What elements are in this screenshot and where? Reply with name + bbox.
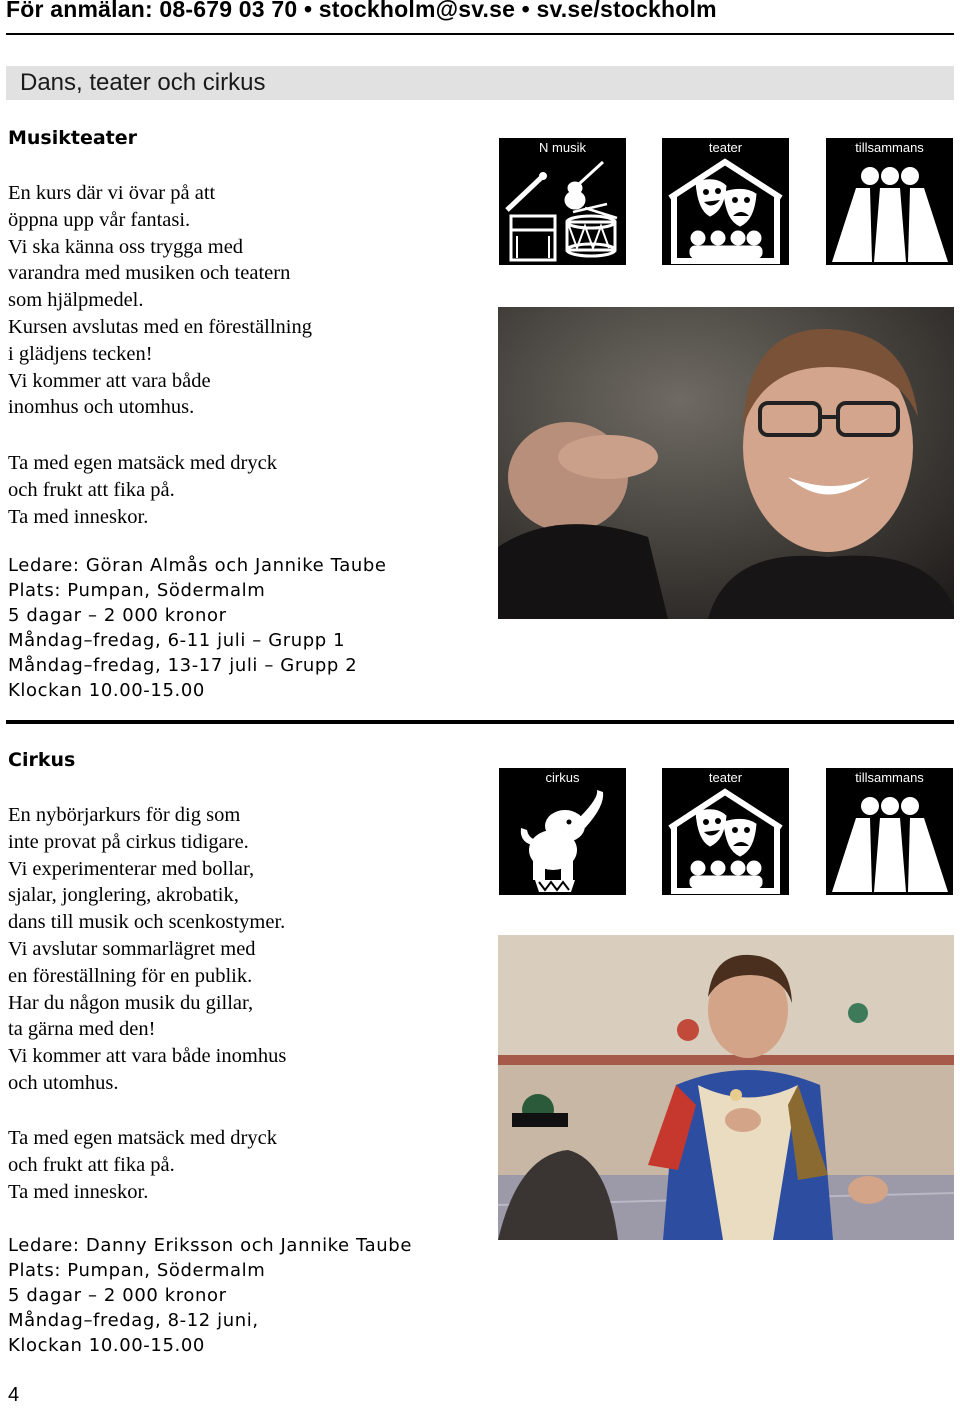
circus-icon-box bbox=[499, 768, 626, 895]
detail-line: Plats: Pumpan, Södermalm bbox=[8, 580, 266, 601]
text-line: sjalar, jonglering, akrobatik, bbox=[8, 884, 239, 907]
musikteater-description bbox=[8, 180, 478, 421]
musikteater-photo bbox=[498, 307, 954, 619]
icon-label: cirkus bbox=[545, 770, 580, 785]
detail-line: 5 dagar – 2 000 kronor bbox=[8, 1285, 227, 1306]
detail-line: Måndag–fredag, 6-11 juli – Grupp 1 bbox=[8, 630, 346, 651]
text-line: Vi avslutar sommarlägret med bbox=[8, 937, 256, 960]
cirkus-description bbox=[8, 802, 478, 1097]
detail-line: Klockan 10.00-15.00 bbox=[8, 1335, 205, 1356]
icon-label: tillsammans bbox=[855, 770, 924, 785]
musikteater-details bbox=[8, 553, 478, 703]
text-line: varandra med musiken och teatern bbox=[8, 262, 291, 285]
detail-line: Plats: Pumpan, Södermalm bbox=[8, 1260, 266, 1281]
text-line: öppna upp vår fantasi. bbox=[8, 208, 191, 231]
music-icon-box bbox=[499, 138, 626, 265]
text-line: och frukt att fika på. bbox=[8, 1153, 175, 1176]
detail-line: Måndag–fredag, 8-12 juni, bbox=[8, 1310, 259, 1331]
cirkus-details bbox=[8, 1233, 478, 1358]
together-icon-box bbox=[826, 138, 953, 265]
text-line: Vi ska känna oss trygga med bbox=[8, 235, 244, 258]
theater-icon-box bbox=[662, 768, 789, 895]
detail-line: Ledare: Danny Eriksson och Jannike Taube bbox=[8, 1235, 413, 1256]
cirkus-photo bbox=[498, 935, 954, 1240]
text-line: En kurs där vi övar på att bbox=[8, 182, 216, 204]
text-line: Vi kommer att vara både bbox=[8, 369, 211, 392]
text-line: Ta med egen matsäck med dryck bbox=[8, 1127, 277, 1149]
text-line: och utomhus. bbox=[8, 1071, 119, 1094]
text-line: inomhus och utomhus. bbox=[8, 396, 195, 419]
text-line: Vi experimenterar med bollar, bbox=[8, 857, 255, 880]
text-line: Vi kommer att vara både inomhus bbox=[8, 1045, 287, 1068]
text-line: en föreställning för en publik. bbox=[8, 964, 253, 987]
text-line: som hjälpmedel. bbox=[8, 289, 144, 312]
together-icon-box bbox=[826, 768, 953, 895]
icon-label: N musik bbox=[539, 140, 586, 155]
text-line: Ta med inneskor. bbox=[8, 505, 149, 528]
detail-line: Klockan 10.00-15.00 bbox=[8, 680, 205, 701]
text-line: i glädjens tecken! bbox=[8, 342, 153, 365]
cirkus-bring-info bbox=[8, 1125, 478, 1205]
text-line: inte provat på cirkus tidigare. bbox=[8, 830, 249, 853]
text-line: En nybörjarkurs för dig som bbox=[8, 804, 241, 826]
text-line: dans till musik och scenkostymer. bbox=[8, 911, 286, 934]
circus-elephant-icon bbox=[499, 788, 626, 895]
text-line: Ta med egen matsäck med dryck bbox=[8, 452, 277, 474]
musikteater-bring-info bbox=[8, 450, 478, 530]
musikteater-title: Musikteater bbox=[8, 127, 138, 149]
music-instruments-icon bbox=[499, 158, 626, 265]
text-line: Ta med inneskor. bbox=[8, 1180, 149, 1203]
section-banner bbox=[6, 66, 954, 100]
detail-line: Måndag–fredag, 13-17 juli – Grupp 2 bbox=[8, 655, 358, 676]
page-number: 4 bbox=[8, 1384, 20, 1406]
together-people-icon bbox=[826, 158, 953, 265]
section-divider bbox=[6, 720, 954, 724]
section-title: Dans, teater och cirkus bbox=[20, 69, 266, 96]
text-line: Kursen avslutas med en föreställning bbox=[8, 315, 313, 338]
icon-label: tillsammans bbox=[855, 140, 924, 155]
theater-masks-icon bbox=[662, 788, 789, 895]
text-line: ta gärna med den! bbox=[8, 1018, 156, 1041]
theater-icon-box bbox=[662, 138, 789, 265]
icon-label: teater bbox=[708, 140, 743, 155]
icon-label: teater bbox=[708, 770, 743, 785]
detail-line: Ledare: Göran Almås och Jannike Taube bbox=[8, 555, 387, 576]
detail-line: 5 dagar – 2 000 kronor bbox=[8, 605, 227, 626]
header-divider bbox=[6, 33, 954, 35]
contact-header: För anmälan: 08-679 03 70 • stockholm@sv.se • sv.se/stockholm bbox=[6, 0, 717, 22]
together-people-icon bbox=[826, 788, 953, 895]
cirkus-title: Cirkus bbox=[8, 749, 76, 771]
theater-masks-icon bbox=[662, 158, 789, 265]
text-line: Har du någon musik du gillar, bbox=[8, 991, 254, 1014]
text-line: och frukt att fika på. bbox=[8, 478, 175, 501]
